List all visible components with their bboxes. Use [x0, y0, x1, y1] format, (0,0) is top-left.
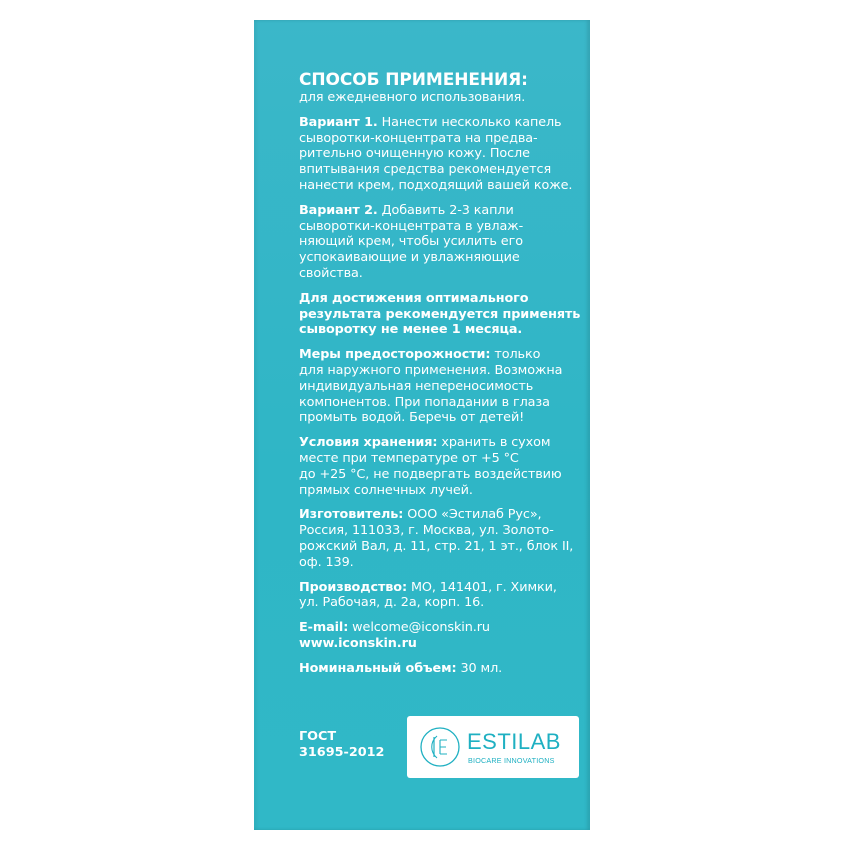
recommendation-paragraph — [299, 291, 579, 338]
variant-2-paragraph — [299, 203, 579, 282]
usage-title: СПОСОБ ПРИМЕНЕНИЯ: — [299, 70, 528, 90]
variant-1-line: впитывания средства рекомендуется — [299, 162, 552, 178]
usage-subtitle: для ежедневного использования. — [299, 90, 526, 105]
product-box-back-panel — [254, 20, 590, 830]
manufacturer-line: Россия, 111033, г. Москва, ул. Золото- — [299, 523, 554, 539]
storage-line: до +25 °С, не подвергать воздействию — [299, 466, 562, 482]
email-value: welcome@iconskin.ru — [348, 620, 490, 636]
storage-line: месте при температуре от +5 °С — [299, 450, 519, 466]
variant-1-line: Нанести несколько капель — [377, 114, 562, 130]
manufacturer-label: Изготовитель: — [299, 507, 404, 523]
usage-instructions — [299, 70, 579, 686]
estilab-logo-name: ESTILAB — [467, 729, 561, 754]
volume-paragraph — [299, 661, 579, 677]
variant-1-line: нанести крем, подходящий вашей коже. — [299, 177, 573, 193]
precautions-label: Меры предосторожности: — [299, 347, 491, 363]
gost-number: 31695-2012 — [299, 745, 385, 760]
storage-paragraph — [299, 435, 579, 498]
variant-1-label: Вариант 1. — [299, 114, 378, 130]
storage-line: прямых солнечных лучей. — [299, 482, 473, 498]
manufacturer-line: ООО «Эстилаб Рус», — [403, 507, 542, 523]
variant-2-line: сыворотки-концентрата в увлаж- — [299, 218, 524, 234]
precautions-line: промыть водой. Беречь от детей! — [299, 410, 525, 426]
estilab-logo-icon — [417, 724, 463, 770]
production-line: ул. Рабочая, д. 2а, корп. 16. — [299, 595, 485, 611]
recommendation-line: сыворотку не менее 1 месяца. — [299, 322, 523, 338]
estilab-logo-card — [407, 716, 579, 778]
variant-2-line: Добавить 2-3 капли — [377, 202, 514, 218]
variant-2-line: свойства. — [299, 265, 363, 281]
recommendation-line: Для достижения оптимального — [299, 290, 529, 306]
manufacturer-line: оф. 139. — [299, 554, 354, 570]
variant-2-line: няющий крем, чтобы усилить его — [299, 234, 523, 250]
variant-1-paragraph — [299, 115, 579, 194]
website-text: www.iconskin.ru — [299, 635, 417, 651]
gost-standard — [299, 729, 384, 761]
production-label: Производство: — [299, 579, 407, 595]
precautions-line: для наружного применения. Возможна — [299, 362, 563, 378]
storage-label: Условия хранения: — [299, 435, 438, 451]
email-label: E-mail: — [299, 620, 349, 636]
precautions-paragraph — [299, 347, 579, 426]
manufacturer-paragraph — [299, 507, 579, 570]
estilab-logo-tagline: BIOCARE INNOVATIONS — [468, 756, 555, 765]
variant-2-line: успокаивающие и увлажняющие — [299, 250, 520, 266]
storage-line: хранить в сухом — [437, 435, 551, 451]
volume-value: 30 мл. — [456, 660, 503, 676]
manufacturer-line: рожский Вал, д. 11, стр. 21, 1 эт., блок II, — [299, 538, 574, 554]
variant-1-line: сыворотки-концентрата на предва- — [299, 130, 538, 146]
recommendation-line: результата рекомендуется применять — [299, 306, 581, 322]
precautions-line: только — [490, 347, 541, 363]
contacts-paragraph — [299, 620, 579, 652]
gost-label: ГОСТ — [299, 729, 337, 744]
precautions-line: индивидуальная непереносимость — [299, 378, 534, 394]
production-paragraph — [299, 580, 579, 612]
variant-2-label: Вариант 2. — [299, 202, 378, 218]
production-line: МО, 141401, г. Химки, — [407, 579, 557, 595]
precautions-line: компонентов. При попадании в глаза — [299, 394, 550, 410]
volume-label: Номинальный объем: — [299, 660, 457, 676]
variant-1-line: рительно очищенную кожу. После — [299, 146, 530, 162]
